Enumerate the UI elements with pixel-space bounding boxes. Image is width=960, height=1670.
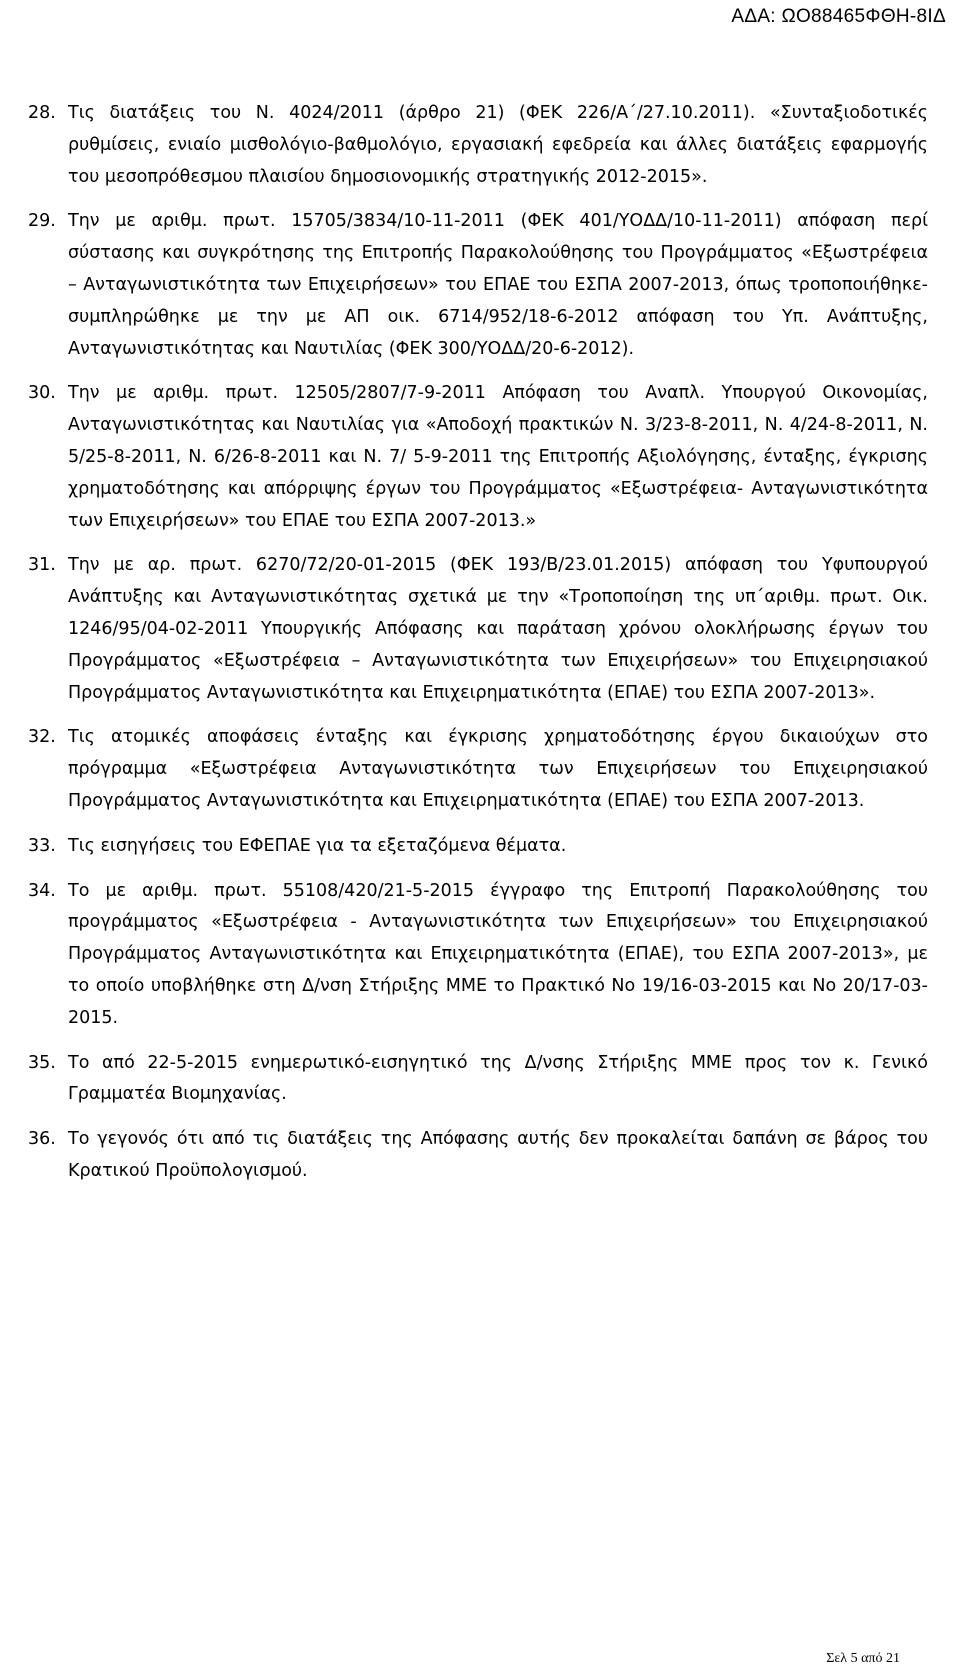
- list-item-33: [28, 831, 928, 863]
- item-number: 35.: [28, 1052, 56, 1073]
- list-item-28: [28, 98, 928, 193]
- item-number: 32.: [28, 727, 56, 748]
- item-text: Τις διατάξεις του Ν. 4024/2011 (άρθρο 21) (ΦΕΚ 226/Α΄/27.10.2011). «Συνταξιοδοτικές ρυθμίσεις, ενιαίο μισθολόγιο-βαθμολόγιο, εργασιακή εφεδρεία και άλλες διατάξεις εφαρμογής του μεσοπρόθεσμου πλαισίου δημοσιονομικής στρατηγικής 2012-2015».: [68, 103, 928, 187]
- ada-code: ΑΔΑ: ΩΟ88465ΦΘΗ-8ΙΔ: [731, 6, 946, 27]
- list-item-30: [28, 378, 928, 537]
- item-text: Το γεγονός ότι από τις διατάξεις της Απόφασης αυτής δεν προκαλείται δαπάνη σε βάρος του Κρατικού Προϋπολογισμού.: [68, 1129, 928, 1181]
- list-item-31: [28, 550, 928, 709]
- item-text: Την με αρ. πρωτ. 6270/72/20-01-2015 (ΦΕΚ 193/Β/23.01.2015) απόφαση του Υφυπουργού Ανάπτυξης και Ανταγωνιστικότητας σχετικά με την «Τροποποίηση της υπ΄αριθμ. πρωτ. Οικ. 1246/95/04-02-2011 Υπουργικής Απόφασης και παράταση χρόνου ολοκλήρωσης έργων του Προγράμματος «Εξωστρέφεια – Ανταγωνιστικότητα των Επιχειρήσεων» του Επιχειρησιακού Προγράμματος Ανταγωνιστικότητα και Επιχειρηματικότητα (ΕΠΑΕ) του ΕΣΠΑ 2007-2013».: [68, 555, 928, 703]
- document-body: [28, 98, 928, 1201]
- list-item-29: [28, 206, 928, 365]
- item-text: Το από 22-5-2015 ενημερωτικό-εισηγητικό της Δ/νσης Στήριξης ΜΜΕ προς τον κ. Γενικό Γραμματέα Βιομηχανίας.: [68, 1052, 928, 1105]
- list-item-34: [28, 876, 928, 1035]
- item-number: 36.: [28, 1129, 56, 1150]
- item-number: 33.: [28, 835, 56, 856]
- item-number: 29.: [28, 211, 56, 232]
- list-item-36: [28, 1124, 928, 1188]
- item-number: 28.: [28, 103, 56, 123]
- item-number: 30.: [28, 383, 56, 404]
- item-number: 31.: [28, 555, 56, 576]
- list-item-35: [28, 1048, 928, 1112]
- item-text: Τις ατομικές αποφάσεις ένταξης και έγκρισης χρηματοδότησης έργου δικαιούχων στο πρόγραμμα «Εξωστρέφεια Ανταγωνιστικότητα των Επιχειρήσεων του Επιχειρησιακού Προγράμματος Ανταγωνιστικότητα και Επιχειρηματικότητα (ΕΠΑΕ) του ΕΣΠΑ 2007-2013.: [68, 727, 928, 811]
- item-text: Τις εισηγήσεις του ΕΦΕΠΑΕ για τα εξεταζόμενα θέματα.: [68, 835, 567, 856]
- item-text: Το με αριθμ. πρωτ. 55108/420/21-5-2015 έγγραφο της Επιτροπή Παρακολούθησης του προγράμματος «Εξωστρέφεια - Ανταγωνιστικότητα των Επιχειρήσεων» του Επιχειρησιακού Προγράμματος Ανταγωνιστικότητα και Επιχειρηματικότητα (ΕΠΑΕ), του ΕΣΠΑ 2007-2013», με το οποίο υποβλήθηκε στη Δ/νση Στήριξης ΜΜΕ το Πρακτικό Νο 19/16-03-2015 και Νο 20/17-03-2015.: [68, 880, 928, 1028]
- item-text: Την με αριθμ. πρωτ. 12505/2807/7-9-2011 Απόφαση του Αναπλ. Υπουργού Οικονομίας, Ανταγωνιστικότητας και Ναυτιλίας για «Αποδοχή πρακτικών Ν. 3/23-8-2011, Ν. 4/24-8-2011, Ν. 5/25-8-2011, Ν. 6/26-8-2011 και Ν. 7/ 5-9-2011 της Επιτροπής Αξιολόγησης, ένταξης, έγκρισης χρηματοδότησης και απόρριψης έργων του Προγράμματος «Εξωστρέφεια- Ανταγωνιστικότητα των Επιχειρήσεων» του ΕΠΑΕ του ΕΣΠΑ 2007-2013.»: [68, 383, 928, 531]
- page-number: Σελ 5 από 21: [826, 1651, 900, 1666]
- item-text: Την με αριθμ. πρωτ. 15705/3834/10-11-2011 (ΦΕΚ 401/ΥΟΔΔ/10-11-2011) απόφαση περί σύστασης και συγκρότησης της Επιτροπής Παρακολούθησης του Προγράμματος «Εξωστρέφεια – Ανταγωνιστικότητα των Επιχειρήσεων» του ΕΠΑΕ του ΕΣΠΑ 2007-2013, όπως τροποποιήθηκε- συμπληρώθηκε με την με ΑΠ οικ. 6714/952/18-6-2012 απόφαση του Υπ. Ανάπτυξης, Ανταγωνιστικότητας και Ναυτιλίας (ΦΕΚ 300/ΥΟΔΔ/20-6-2012).: [68, 211, 928, 359]
- item-number: 34.: [28, 880, 56, 901]
- list-item-32: [28, 722, 928, 817]
